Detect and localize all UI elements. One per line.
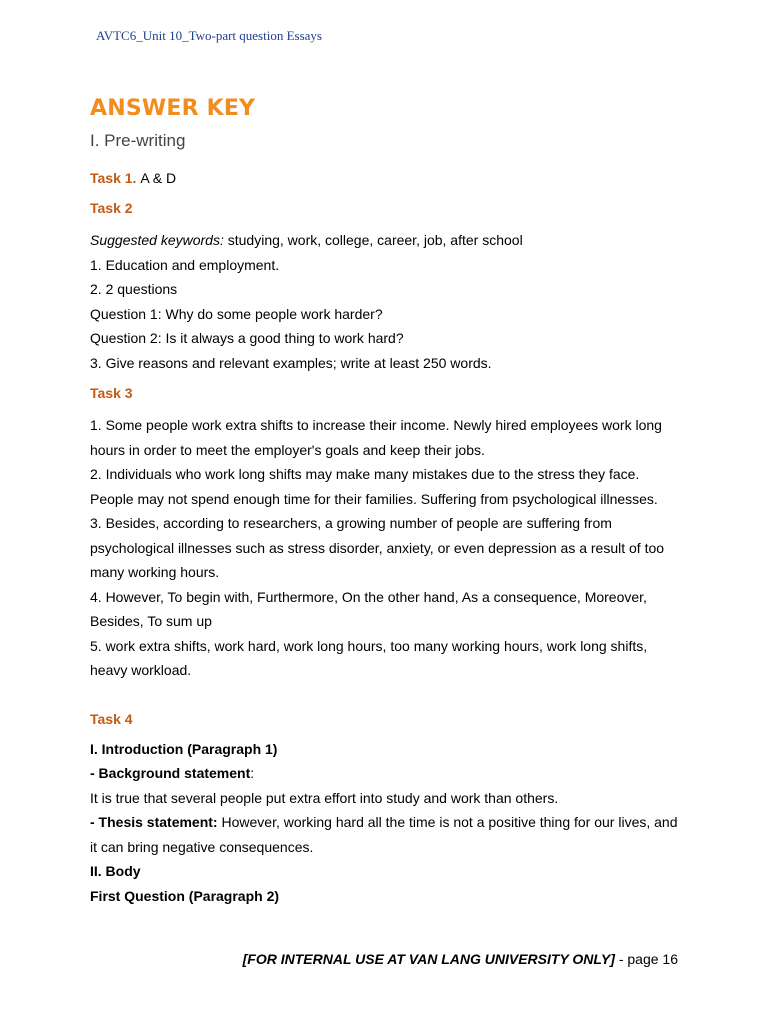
background-statement-label: - Background statement [90, 765, 251, 781]
keywords-label: Suggested keywords: [90, 232, 224, 248]
document-header: AVTC6_Unit 10_Two-part question Essays [96, 28, 322, 43]
task4-heading: Task 4 [90, 710, 133, 727]
task2-line: Question 2: Is it always a good thing to work hard? [90, 330, 404, 346]
thesis-text-cont: it can bring negative consequences. [90, 838, 314, 855]
task3-line: heavy workload. [90, 662, 192, 678]
first-question-heading: First Question (Paragraph 2) [90, 887, 280, 904]
task2-line: 1. Education and employment. [90, 256, 280, 273]
task1-answer: A & D [140, 170, 177, 186]
task3-line: 1. Some people work extra shifts to increase their income. Newly hired employees work long [90, 417, 662, 433]
task3-line: People may not spend enough time for their families. Suffering from psychological illnesses. [90, 490, 658, 507]
section-heading-prewriting: I. Pre-writing [90, 131, 186, 150]
task2-line: 2. 2 questions [90, 281, 178, 297]
task3-line: psychological illnesses such as stress disorder, anxiety, or even depression as a result of too [90, 539, 665, 556]
task3-line: Besides, To sum up [90, 613, 212, 629]
background-colon: : [250, 765, 255, 781]
page-content [90, 90, 690, 908]
task2-line: Question 1: Why do some people work harder? [90, 305, 383, 322]
keywords-text: studying, work, college, career, job, after school [223, 232, 523, 248]
task2-keywords [90, 228, 690, 253]
task1-label: Task 1. [90, 170, 137, 186]
page-footer [243, 951, 678, 967]
page-title: ANSWER KEY [90, 96, 256, 121]
thesis-statement-label: - Thesis statement: [90, 814, 218, 830]
task3-line: many working hours. [90, 564, 220, 580]
task2-heading: Task 2 [90, 200, 133, 216]
task3-line: 4. However, To begin with, Furthermore, On the other hand, As a consequence, Moreover, [90, 588, 647, 605]
background-statement-heading [90, 761, 690, 786]
task3-line: 2. Individuals who work long shifts may make many mistakes due to the stress they face. [90, 466, 640, 482]
task3-heading: Task 3 [90, 385, 133, 401]
thesis-text: However, working hard all the time is not a positive thing for our lives, and [217, 814, 678, 830]
intro-heading: I. Introduction (Paragraph 1) [90, 740, 278, 757]
task3-line: 3. Besides, according to researchers, a growing number of people are suffering from [90, 515, 612, 531]
page-number: - page 16 [614, 951, 678, 967]
thesis-statement [90, 810, 690, 835]
background-statement-text: It is true that several people put extra effort into study and work than others. [90, 789, 559, 806]
task3-line: 5. work extra shifts, work hard, work long hours, too many working hours, work long shifts, [90, 637, 648, 654]
footer-note: [FOR INTERNAL USE AT VAN LANG UNIVERSITY ONLY] [242, 951, 615, 967]
task2-line: 3. Give reasons and relevant examples; write at least 250 words. [90, 354, 492, 371]
task3-line: hours in order to meet the employer's goals and keep their jobs. [90, 441, 485, 458]
body-heading: II. Body [90, 863, 141, 879]
task1-heading [90, 166, 690, 190]
